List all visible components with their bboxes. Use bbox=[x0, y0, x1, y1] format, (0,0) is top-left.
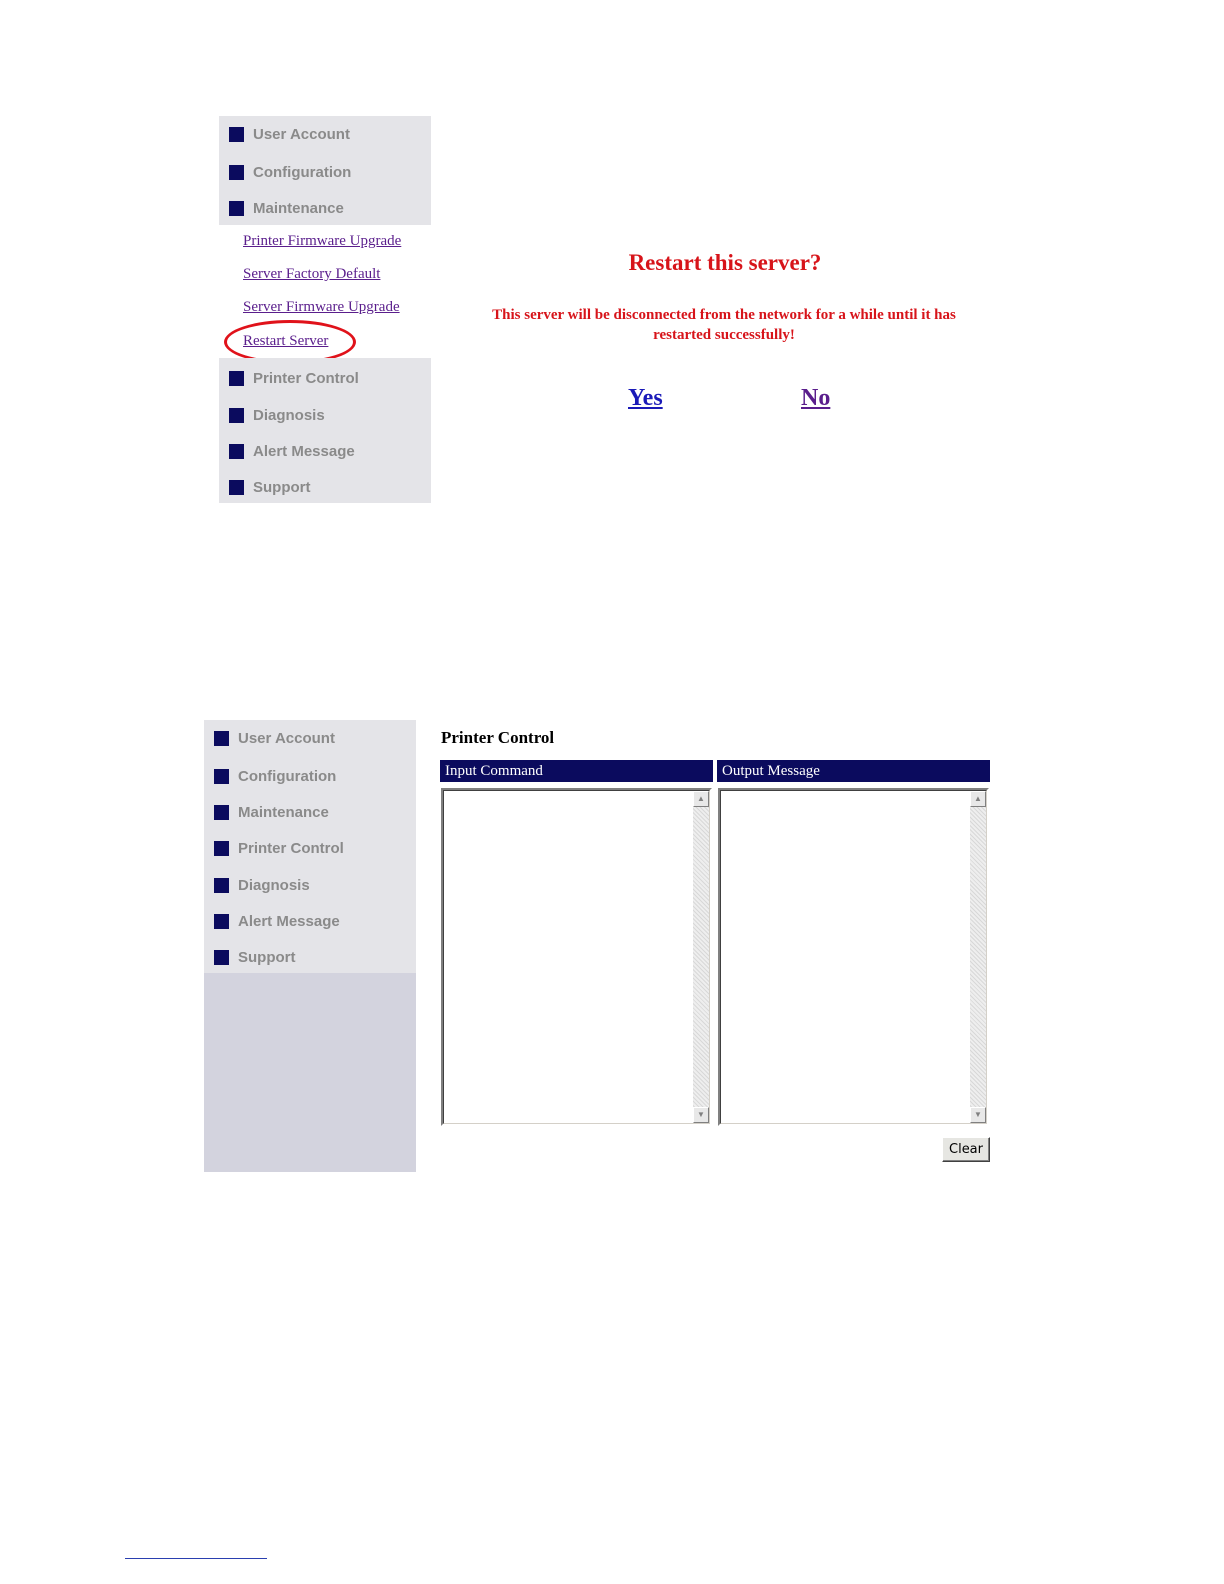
sidebar-item-label: Maintenance bbox=[238, 803, 329, 821]
output-message-box bbox=[718, 788, 989, 1126]
input-scrollbar[interactable] bbox=[693, 791, 709, 1123]
sublink-server-factory-default[interactable]: Server Factory Default bbox=[243, 266, 381, 282]
no-link[interactable]: No bbox=[801, 385, 831, 411]
input-command-textarea[interactable] bbox=[444, 791, 693, 1123]
input-command-frame bbox=[443, 790, 710, 1124]
sidebar-item-label: User Account bbox=[238, 729, 335, 747]
menu-square-icon bbox=[214, 878, 229, 893]
output-message-header: Output Message bbox=[717, 760, 990, 782]
sidebar-item-label: Printer Control bbox=[238, 839, 344, 857]
sidebar-item-user-account[interactable] bbox=[204, 726, 416, 750]
sublink-restart-server[interactable]: Restart Server bbox=[243, 333, 329, 349]
sidebar-item-label: Diagnosis bbox=[253, 406, 325, 424]
sidebar-item-diagnosis[interactable] bbox=[204, 873, 416, 897]
restart-title: Restart this server? bbox=[628, 250, 822, 275]
menu-square-icon bbox=[214, 841, 229, 856]
input-command-box bbox=[441, 788, 712, 1126]
sidebar-item-label: Printer Control bbox=[253, 369, 359, 387]
footnote-divider bbox=[125, 1558, 267, 1559]
sidebar-item-configuration[interactable] bbox=[204, 764, 416, 788]
sidebar-top-block bbox=[219, 116, 431, 225]
menu-square-icon bbox=[214, 731, 229, 746]
sublink-server-firmware-upgrade[interactable]: Server Firmware Upgrade bbox=[243, 299, 400, 315]
sidebar-bottom-block bbox=[219, 358, 431, 503]
menu-square-icon bbox=[214, 769, 229, 784]
sidebar-item-label: Configuration bbox=[238, 767, 337, 785]
menu-square-icon bbox=[229, 127, 244, 142]
scroll-down-arrow-icon[interactable]: ▼ bbox=[970, 1107, 986, 1123]
sidebar-item-maintenance[interactable] bbox=[204, 800, 416, 824]
sidebar-item-diagnosis[interactable] bbox=[219, 403, 431, 427]
sidebar-item-label: User Account bbox=[253, 125, 350, 143]
sidebar bbox=[204, 720, 416, 1172]
page-title: Printer Control bbox=[441, 728, 555, 747]
menu-square-icon bbox=[229, 480, 244, 495]
menu-square-icon bbox=[229, 165, 244, 180]
sidebar-item-label: Alert Message bbox=[238, 912, 340, 930]
sidebar-item-label: Configuration bbox=[253, 163, 352, 181]
restart-warning-message: This server will be disconnected from the network for a while until it has restarted successfully! bbox=[492, 307, 956, 343]
sidebar-item-support[interactable] bbox=[219, 475, 431, 499]
sidebar-item-label: Support bbox=[238, 948, 296, 966]
menu-square-icon bbox=[214, 950, 229, 965]
sidebar-item-maintenance[interactable] bbox=[219, 196, 431, 220]
sublink-printer-firmware-upgrade[interactable]: Printer Firmware Upgrade bbox=[243, 233, 402, 249]
sidebar-item-label: Diagnosis bbox=[238, 876, 310, 894]
clear-button[interactable]: Clear bbox=[942, 1137, 990, 1162]
sidebar-item-label: Alert Message bbox=[253, 442, 355, 460]
output-scrollbar[interactable] bbox=[970, 791, 986, 1123]
scroll-up-arrow-icon[interactable]: ▲ bbox=[693, 791, 709, 807]
scroll-up-arrow-icon[interactable]: ▲ bbox=[970, 791, 986, 807]
menu-square-icon bbox=[229, 408, 244, 423]
sidebar-item-configuration[interactable] bbox=[219, 160, 431, 184]
sidebar-item-alert-message[interactable] bbox=[219, 439, 431, 463]
sidebar-item-printer-control[interactable] bbox=[219, 366, 431, 390]
yes-link[interactable]: Yes bbox=[628, 385, 663, 411]
sidebar-item-user-account[interactable] bbox=[219, 122, 431, 146]
scroll-down-arrow-icon[interactable]: ▼ bbox=[693, 1107, 709, 1123]
input-command-header: Input Command bbox=[440, 760, 713, 782]
sidebar-item-alert-message[interactable] bbox=[204, 909, 416, 933]
menu-square-icon bbox=[214, 914, 229, 929]
sidebar-item-label: Support bbox=[253, 478, 311, 496]
output-message-textarea[interactable] bbox=[721, 791, 970, 1123]
menu-square-icon bbox=[214, 805, 229, 820]
sidebar-item-label: Maintenance bbox=[253, 199, 344, 217]
sidebar-item-printer-control[interactable] bbox=[204, 836, 416, 860]
menu-square-icon bbox=[229, 444, 244, 459]
menu-square-icon bbox=[229, 201, 244, 216]
menu-square-icon bbox=[229, 371, 244, 386]
sidebar-item-support[interactable] bbox=[204, 945, 416, 969]
output-message-frame bbox=[720, 790, 987, 1124]
